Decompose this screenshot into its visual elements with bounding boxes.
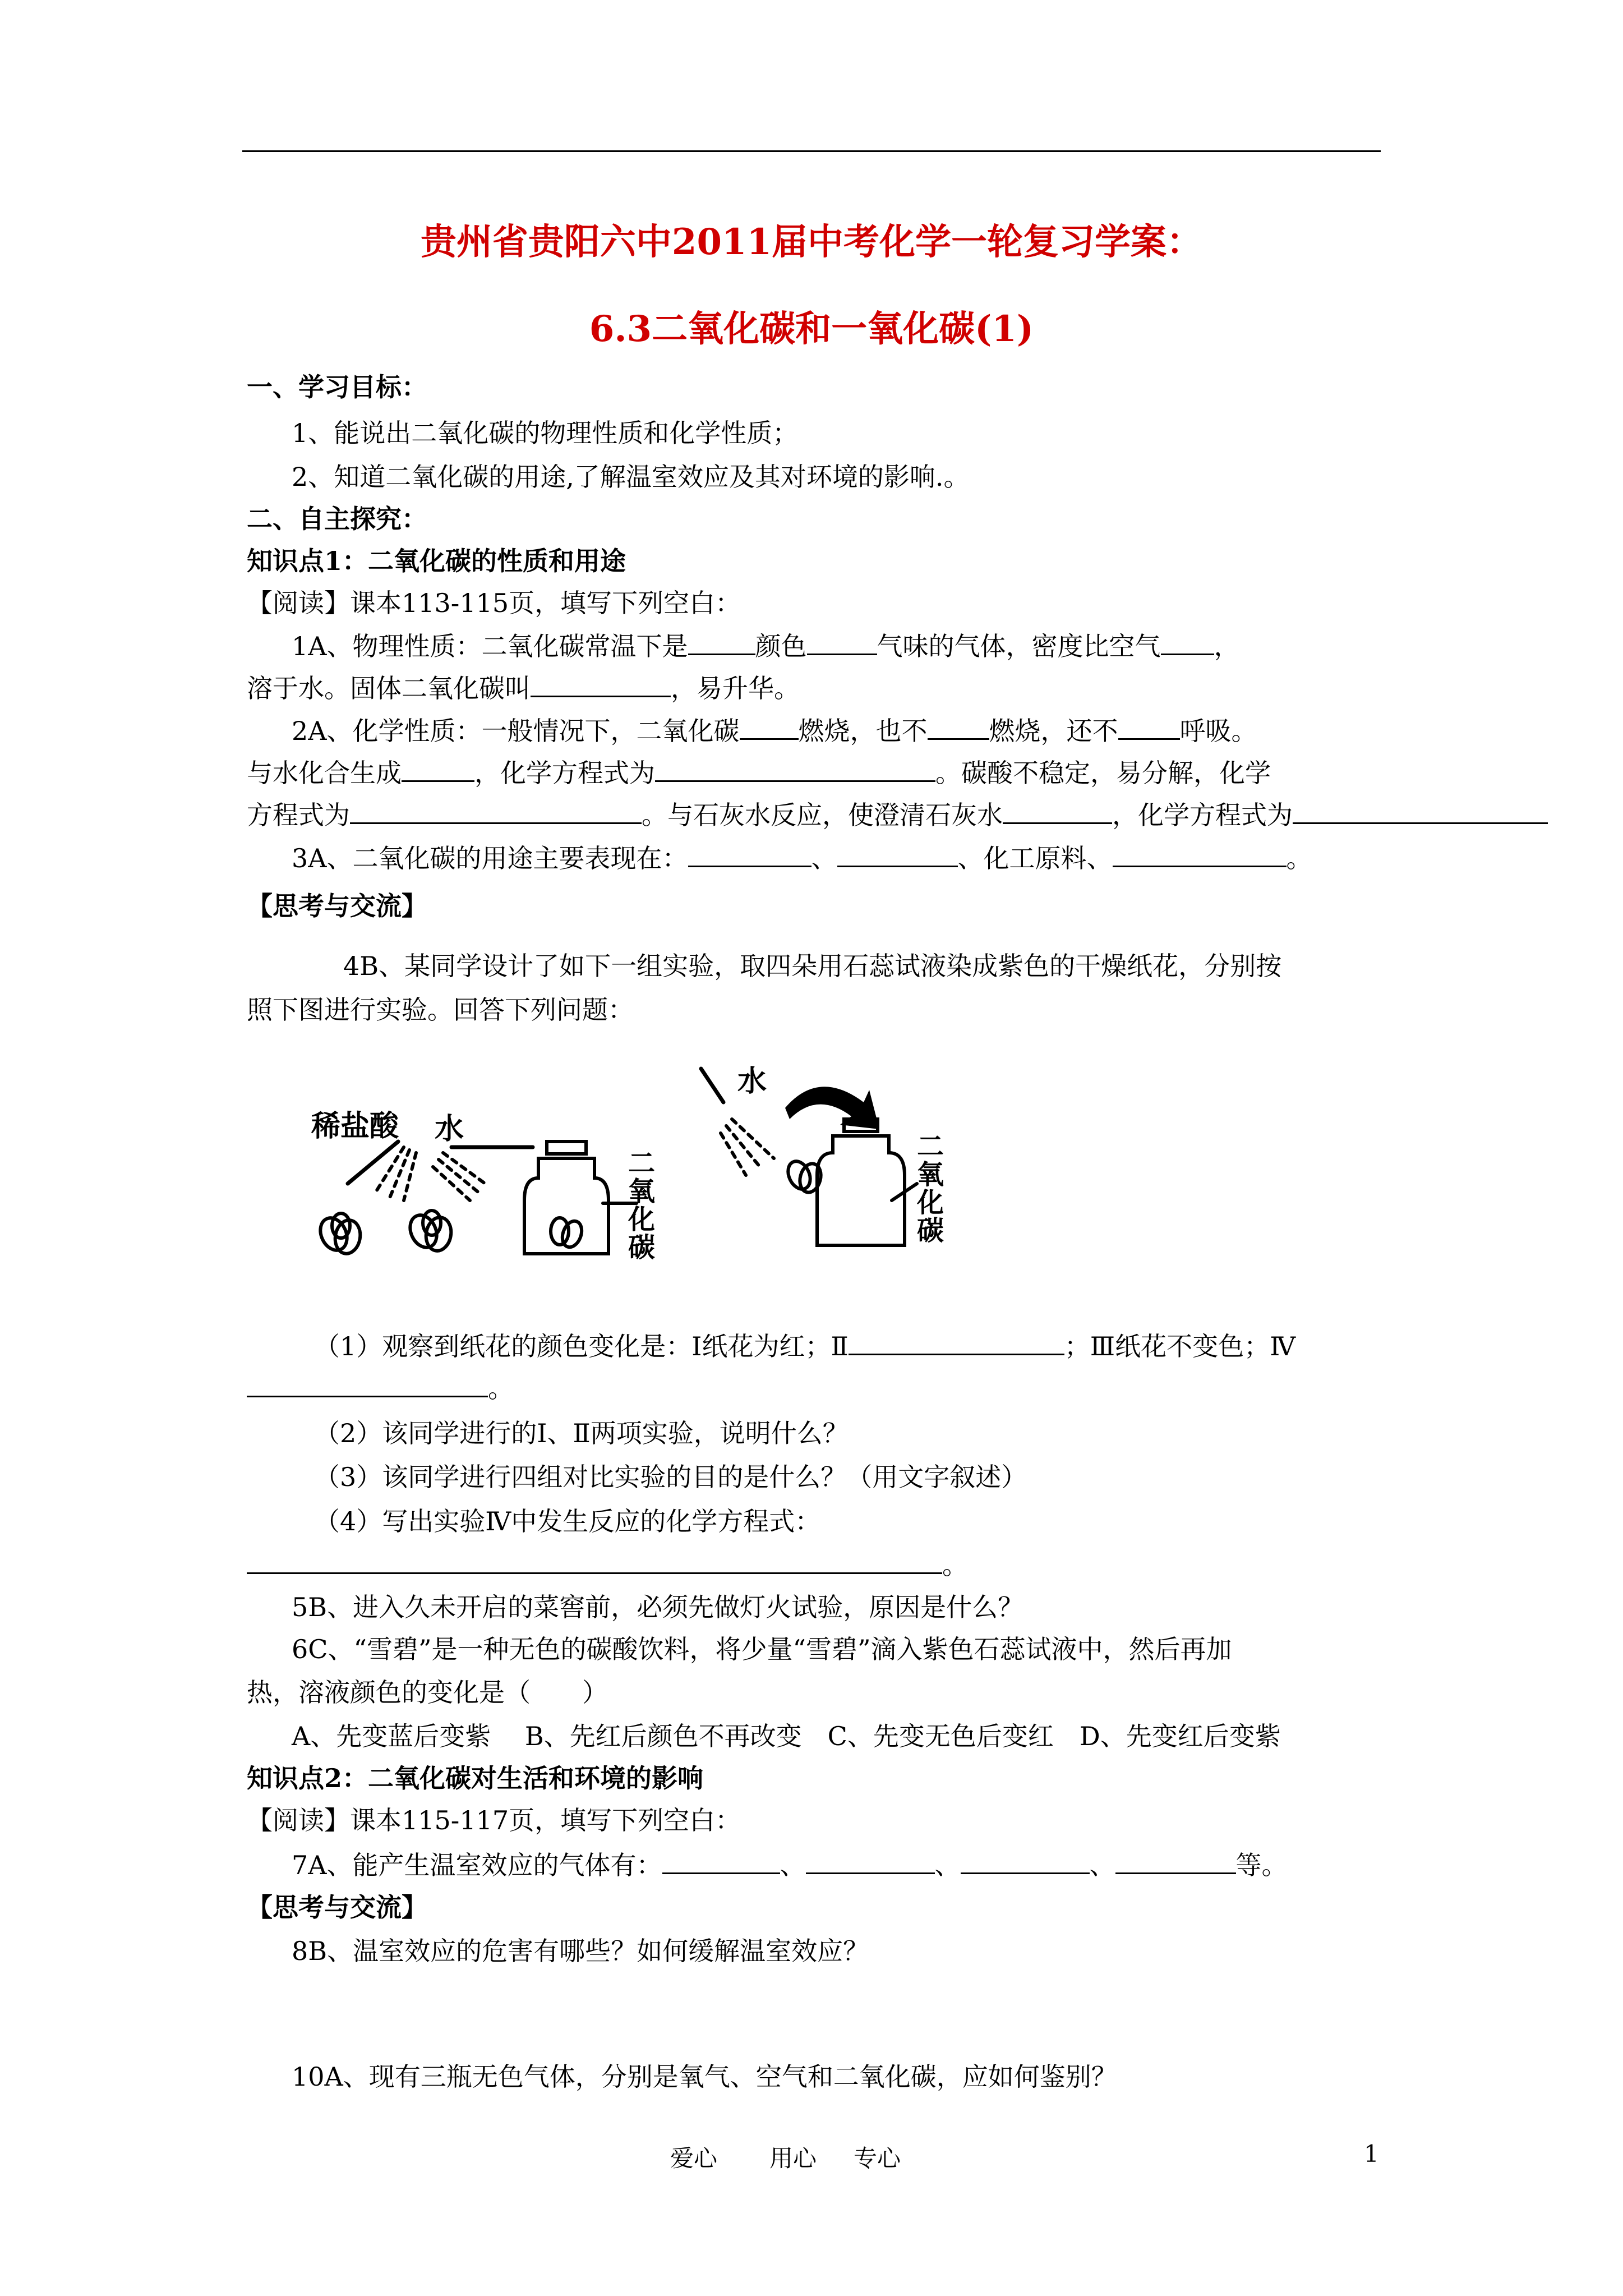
question-1a-line1: 1A、物理性质：二氧化碳常温下是 颜色 气味的气体，密度比空气 ， [292,631,1240,661]
blank[interactable] [688,631,755,655]
footer-motto-1: 爱心 [670,2145,718,2172]
svg-text:化: 化 [628,1204,656,1235]
blank[interactable] [655,758,935,782]
svg-text:化: 化 [917,1187,944,1218]
reading-instruction-1: 【阅读】课本113-115页，填写下列空白： [247,588,741,618]
gas-label-1 [628,1148,655,1263]
goal-2: 2、知道二氧化碳的用途,了解温室效应及其对环境的影响.。 [292,462,970,492]
knowledge-point-1-heading: 知识点1：二氧化碳的性质和用途 [247,546,626,576]
label-water-1: 水 [435,1112,464,1146]
blank[interactable] [961,1850,1090,1874]
svg-text:碳: 碳 [628,1232,656,1263]
question-2a-line3: 方程式为 。与石灰水反应，使澄清石灰水 ，化学方程式为 [247,798,1548,832]
document-title: 贵州省贵阳六中2011届中考化学一轮复习学案： [420,221,1203,263]
blank[interactable] [1293,800,1548,824]
question-4b-line1: 4B、某同学设计了如下一组实验，取四朵用石蕊试液染成紫色的干燥纸花，分别按 [343,951,1282,981]
gas-label-2 [916,1131,944,1246]
transfer-arrow-icon [785,1087,879,1129]
blank[interactable] [350,800,642,824]
footer-motto-3: 专心 [854,2145,901,2172]
blank[interactable] [1118,716,1180,740]
blank[interactable] [247,1373,488,1397]
header-rule [242,150,1381,152]
blank[interactable] [740,716,799,740]
think-exchange-heading-2: 【思考与交流】 [247,1892,427,1922]
reading-instruction-2: 【阅读】课本115-117页，填写下列空白： [247,1805,741,1835]
question-4-sub2: （2）该同学进行的Ⅰ、Ⅱ两项实验，说明什么？ [314,1418,849,1448]
question-3a: 3A、二氧化碳的用途主要表现在： 、 、化工原料、 。 [292,843,1312,873]
gas-jar-2 [817,1119,917,1245]
blank[interactable] [1161,631,1214,655]
blank[interactable] [247,1550,942,1574]
blank[interactable] [531,673,671,697]
spray-lines-acid [348,1142,416,1200]
question-1a-line2: 溶于水。固体二氧化碳叫 ，易升华。 [247,673,800,703]
question-4-sub3: （3）该同学进行四组对比实验的目的是什么？（用文字叙述） [314,1462,1027,1492]
question-2a-line1: 2A、化学性质：一般情况下，二氧化碳 燃烧，也不 燃烧，还不 呼吸。 [292,716,1257,746]
blank[interactable] [928,716,989,740]
section-heading-goals: 一、学习目标： [247,372,427,402]
blank[interactable] [807,631,877,655]
svg-text:氧: 氧 [628,1176,656,1207]
document-subtitle: 6.3二氧化碳和一氧化碳(1) [589,308,1034,350]
blank[interactable] [849,1331,1064,1355]
goal-1: 1、能说出二氧化碳的物理性质和化学性质； [292,418,799,448]
svg-text:二: 二 [628,1148,656,1179]
blank[interactable] [1115,1850,1236,1874]
blank[interactable] [662,1850,780,1874]
question-4b-line2: 照下图进行实验。回答下列问题： [247,995,634,1025]
question-6c-options: A、先变蓝后变紫 B、先红后颜色不再改变 C、先变无色后变红 D、先变红后变紫 [292,1721,1281,1751]
think-exchange-heading-1: 【思考与交流】 [247,891,427,921]
question-6c-line1: 6C、“雪碧”是一种无色的碳酸饮料，将少量“雪碧”滴入紫色石蕊试液中，然后再加 [292,1634,1232,1664]
blank[interactable] [1003,800,1112,824]
blank[interactable] [1113,843,1287,867]
experiment-figure [292,1063,1009,1265]
knowledge-point-2-heading: 知识点2：二氧化碳对生活和环境的影响 [247,1763,704,1793]
blank[interactable] [688,843,811,867]
svg-text:碳: 碳 [917,1215,944,1246]
svg-text:二: 二 [917,1131,944,1162]
question-5b: 5B、进入久未开启的菜窖前，必须先做灯火试验，原因是什么？ [292,1592,1024,1622]
footer-motto-2: 用心 [769,2145,817,2172]
paper-flower-1 [315,1213,362,1255]
question-6c-line2: 热，溶液颜色的变化是（ ） [247,1677,608,1708]
blank[interactable] [837,843,958,867]
question-2a-line2: 与水化合生成 ，化学方程式为 。碳酸不稳定，易分解，化学 [247,758,1271,788]
gas-jar-1 [524,1142,637,1254]
label-dilute-acid: 稀盐酸 [311,1110,399,1143]
svg-text:氧: 氧 [917,1159,944,1190]
question-4-sub1-line1: （1）观察到纸花的颜色变化是：Ⅰ纸花为红；Ⅱ ；Ⅲ纸花不变色；Ⅳ [314,1331,1296,1361]
page-number: 1 [1364,2140,1379,2168]
blank[interactable] [402,758,474,782]
question-4-sub1-line2: 。 [247,1372,514,1405]
blank[interactable] [806,1850,935,1874]
label-water-2: 水 [737,1065,767,1098]
spray-lines-water [433,1147,533,1200]
question-7a: 7A、能产生温室效应的气体有： 、 、 、 等。 [292,1850,1288,1880]
paper-flower-2 [405,1211,453,1253]
question-8b: 8B、温室效应的危害有哪些？如何缓解温室效应？ [292,1936,869,1966]
section-heading-explore: 二、自主探究： [247,504,427,534]
question-10a: 10A、现有三瓶无色气体，分别是氧气、空气和二氧化碳，应如何鉴别？ [292,2062,1117,2092]
question-4-sub4: （4）写出实验Ⅳ中发生反应的化学方程式： [314,1506,821,1536]
question-4-sub4-answer: 。 [247,1548,968,1582]
